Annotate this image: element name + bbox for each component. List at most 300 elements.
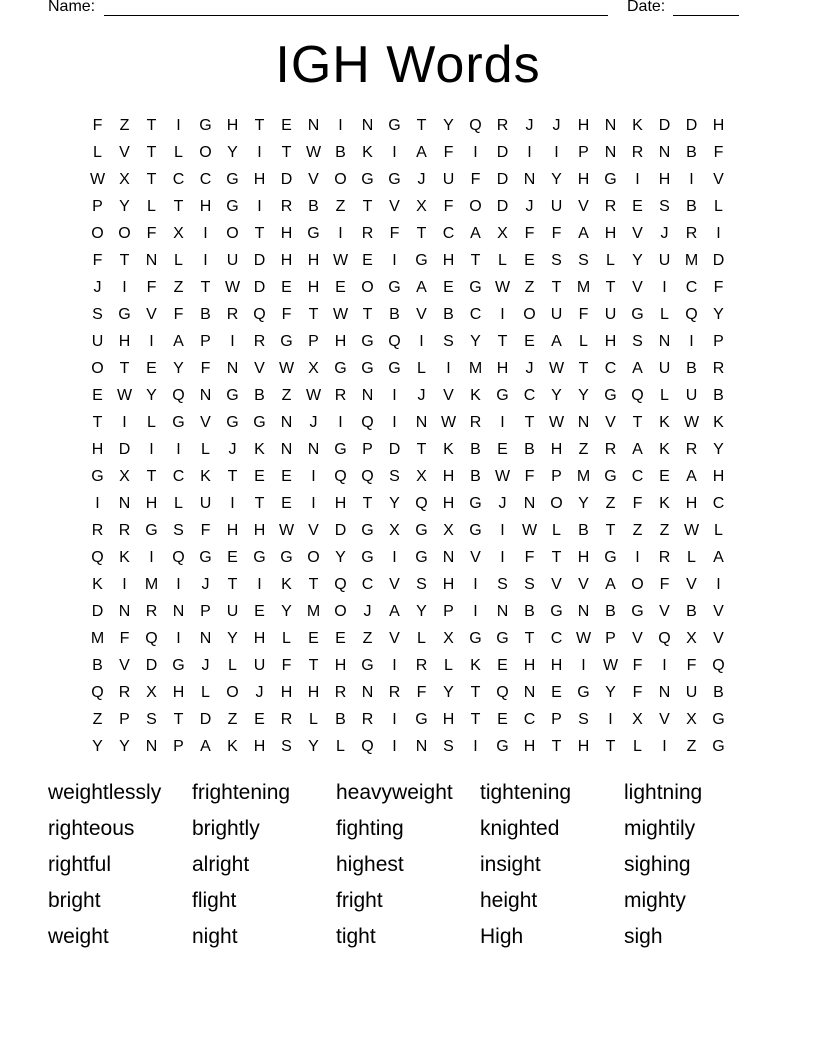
grid-letter[interactable]: D <box>496 144 509 161</box>
grid-letter[interactable]: F <box>119 630 130 647</box>
grid-letter[interactable]: I <box>662 657 667 674</box>
grid-letter[interactable]: L <box>606 252 615 269</box>
grid-letter[interactable]: D <box>496 198 509 215</box>
grid-letter[interactable]: Q <box>361 468 374 485</box>
grid-letter[interactable]: Y <box>173 360 184 377</box>
grid-letter[interactable]: L <box>174 144 183 161</box>
grid-letter[interactable]: Y <box>308 738 319 755</box>
grid-letter[interactable]: Y <box>470 333 481 350</box>
grid-letter[interactable]: N <box>523 684 536 701</box>
grid-letter[interactable]: P <box>308 333 319 350</box>
grid-letter[interactable]: H <box>577 549 590 566</box>
grid-letter[interactable]: O <box>307 549 320 566</box>
grid-letter[interactable]: H <box>442 495 455 512</box>
grid-letter[interactable]: E <box>281 279 292 296</box>
grid-letter[interactable]: I <box>176 441 181 458</box>
grid-letter[interactable]: R <box>253 333 266 350</box>
grid-letter[interactable]: H <box>658 171 671 188</box>
grid-letter[interactable]: X <box>686 630 697 647</box>
grid-letter[interactable]: W <box>575 630 592 647</box>
grid-letter[interactable]: F <box>443 198 454 215</box>
grid-letter[interactable]: T <box>227 468 238 485</box>
grid-letter[interactable]: T <box>227 576 238 593</box>
grid-letter[interactable]: H <box>199 198 212 215</box>
grid-letter[interactable]: G <box>496 630 509 647</box>
grid-letter[interactable]: B <box>389 306 400 323</box>
grid-letter[interactable]: T <box>146 144 157 161</box>
grid-letter[interactable]: O <box>550 495 563 512</box>
grid-letter[interactable]: H <box>334 333 347 350</box>
grid-letter[interactable]: Q <box>631 387 644 404</box>
grid-letter[interactable]: D <box>280 171 293 188</box>
grid-letter[interactable]: T <box>281 144 292 161</box>
grid-letter[interactable]: A <box>578 225 589 242</box>
grid-letter[interactable]: N <box>658 684 671 701</box>
grid-letter[interactable]: I <box>419 333 424 350</box>
grid-letter[interactable]: P <box>92 198 103 215</box>
grid-letter[interactable]: U <box>91 333 104 350</box>
grid-letter[interactable]: J <box>660 225 669 242</box>
grid-letter[interactable]: T <box>362 198 373 215</box>
grid-letter[interactable]: T <box>497 333 508 350</box>
grid-letter[interactable]: O <box>118 225 131 242</box>
grid-letter[interactable]: Z <box>605 495 616 512</box>
grid-letter[interactable]: V <box>200 414 211 431</box>
grid-letter[interactable]: W <box>494 279 511 296</box>
grid-letter[interactable]: Z <box>524 279 535 296</box>
grid-letter[interactable]: Y <box>281 603 292 620</box>
grid-letter[interactable]: F <box>389 225 400 242</box>
grid-letter[interactable]: T <box>362 495 373 512</box>
grid-letter[interactable]: D <box>496 171 509 188</box>
grid-letter[interactable]: T <box>416 117 427 134</box>
grid-letter[interactable]: Z <box>335 198 346 215</box>
grid-letter[interactable]: I <box>473 576 478 593</box>
grid-letter[interactable]: O <box>631 576 644 593</box>
grid-letter[interactable]: X <box>416 198 427 215</box>
grid-letter[interactable]: I <box>338 117 343 134</box>
grid-letter[interactable]: X <box>416 468 427 485</box>
grid-letter[interactable]: L <box>147 414 156 431</box>
grid-letter[interactable]: L <box>147 198 156 215</box>
grid-letter[interactable]: R <box>361 711 374 728</box>
grid-letter[interactable]: N <box>361 387 374 404</box>
grid-letter[interactable]: I <box>662 738 667 755</box>
grid-letter[interactable]: F <box>713 144 724 161</box>
grid-letter[interactable]: Y <box>119 738 130 755</box>
grid-letter[interactable]: V <box>146 306 157 323</box>
grid-letter[interactable]: U <box>226 603 239 620</box>
grid-letter[interactable]: I <box>176 576 181 593</box>
grid-letter[interactable]: F <box>632 657 643 674</box>
grid-letter[interactable]: I <box>311 468 316 485</box>
grid-letter[interactable]: T <box>308 306 319 323</box>
grid-letter[interactable]: K <box>443 441 454 458</box>
grid-letter[interactable]: Z <box>632 522 643 539</box>
grid-letter[interactable]: A <box>632 360 643 377</box>
grid-letter[interactable]: W <box>224 279 241 296</box>
grid-letter[interactable]: R <box>361 225 374 242</box>
grid-letter[interactable]: P <box>119 711 130 728</box>
grid-letter[interactable]: W <box>548 414 565 431</box>
grid-letter[interactable]: I <box>635 549 640 566</box>
grid-letter[interactable]: G <box>631 306 644 323</box>
grid-letter[interactable]: Y <box>389 495 400 512</box>
grid-letter[interactable]: G <box>145 522 158 539</box>
grid-letter[interactable]: F <box>416 684 427 701</box>
grid-letter[interactable]: I <box>311 495 316 512</box>
grid-letter[interactable]: I <box>230 495 235 512</box>
grid-letter[interactable]: W <box>89 171 106 188</box>
grid-letter[interactable]: R <box>604 198 617 215</box>
grid-letter[interactable]: T <box>578 360 589 377</box>
grid-letter[interactable]: H <box>442 576 455 593</box>
grid-letter[interactable]: T <box>92 414 103 431</box>
grid-letter[interactable]: D <box>199 711 212 728</box>
grid-letter[interactable]: N <box>145 252 158 269</box>
grid-letter[interactable]: O <box>226 225 239 242</box>
grid-letter[interactable]: F <box>146 225 157 242</box>
grid-letter[interactable]: V <box>713 630 724 647</box>
grid-letter[interactable]: H <box>523 738 536 755</box>
grid-letter[interactable]: H <box>118 333 131 350</box>
grid-letter[interactable]: L <box>93 144 102 161</box>
grid-letter[interactable]: B <box>254 387 265 404</box>
grid-letter[interactable]: G <box>712 711 725 728</box>
grid-letter[interactable]: L <box>444 657 453 674</box>
grid-letter[interactable]: L <box>687 549 696 566</box>
grid-letter[interactable]: G <box>361 549 374 566</box>
grid-letter[interactable]: S <box>146 711 157 728</box>
grid-letter[interactable]: S <box>578 252 589 269</box>
grid-letter[interactable]: I <box>95 495 100 512</box>
grid-letter[interactable]: Y <box>632 252 643 269</box>
grid-letter[interactable]: F <box>443 144 454 161</box>
grid-letter[interactable]: R <box>469 414 482 431</box>
grid-letter[interactable]: S <box>551 252 562 269</box>
grid-letter[interactable]: G <box>253 414 266 431</box>
grid-letter[interactable]: K <box>659 495 670 512</box>
grid-letter[interactable]: G <box>91 468 104 485</box>
grid-letter[interactable]: U <box>253 657 266 674</box>
grid-letter[interactable]: I <box>689 171 694 188</box>
grid-letter[interactable]: I <box>203 225 208 242</box>
grid-letter[interactable]: L <box>282 630 291 647</box>
grid-letter[interactable]: X <box>389 522 400 539</box>
grid-letter[interactable]: L <box>228 657 237 674</box>
grid-letter[interactable]: H <box>280 684 293 701</box>
grid-letter[interactable]: F <box>551 225 562 242</box>
grid-letter[interactable]: T <box>551 738 562 755</box>
grid-letter[interactable]: F <box>281 657 292 674</box>
grid-letter[interactable]: I <box>176 630 181 647</box>
grid-letter[interactable]: G <box>469 495 482 512</box>
grid-letter[interactable]: V <box>119 657 130 674</box>
grid-letter[interactable]: K <box>227 738 238 755</box>
grid-letter[interactable]: G <box>496 387 509 404</box>
grid-letter[interactable]: H <box>442 468 455 485</box>
grid-letter[interactable]: I <box>635 171 640 188</box>
grid-letter[interactable]: G <box>712 738 725 755</box>
grid-letter[interactable]: L <box>633 738 642 755</box>
grid-letter[interactable]: H <box>307 279 320 296</box>
grid-letter[interactable]: K <box>659 441 670 458</box>
grid-letter[interactable]: L <box>579 333 588 350</box>
grid-letter[interactable]: T <box>362 306 373 323</box>
grid-letter[interactable]: N <box>415 738 428 755</box>
grid-letter[interactable]: H <box>253 738 266 755</box>
grid-letter[interactable]: N <box>226 360 239 377</box>
grid-letter[interactable]: U <box>442 171 455 188</box>
grid-letter[interactable]: X <box>119 171 130 188</box>
grid-letter[interactable]: W <box>548 360 565 377</box>
grid-letter[interactable]: G <box>604 387 617 404</box>
grid-letter[interactable]: I <box>392 549 397 566</box>
grid-letter[interactable]: I <box>662 279 667 296</box>
grid-letter[interactable]: G <box>226 171 239 188</box>
grid-letter[interactable]: L <box>174 252 183 269</box>
grid-letter[interactable]: A <box>470 225 481 242</box>
grid-letter[interactable]: E <box>335 630 346 647</box>
grid-letter[interactable]: L <box>552 522 561 539</box>
grid-letter[interactable]: R <box>685 441 698 458</box>
grid-letter[interactable]: H <box>253 522 266 539</box>
grid-letter[interactable]: C <box>523 711 536 728</box>
grid-letter[interactable]: E <box>227 549 238 566</box>
grid-letter[interactable]: F <box>632 684 643 701</box>
grid-letter[interactable]: G <box>226 198 239 215</box>
grid-letter[interactable]: G <box>118 306 131 323</box>
grid-letter[interactable]: I <box>500 306 505 323</box>
grid-letter[interactable]: H <box>226 522 239 539</box>
grid-letter[interactable]: H <box>442 711 455 728</box>
grid-letter[interactable]: B <box>524 603 535 620</box>
grid-letter[interactable]: N <box>199 387 212 404</box>
grid-letter[interactable]: M <box>306 603 321 620</box>
grid-letter[interactable]: Q <box>415 495 428 512</box>
grid-letter[interactable]: I <box>122 576 127 593</box>
grid-letter[interactable]: B <box>605 603 616 620</box>
grid-letter[interactable]: V <box>389 198 400 215</box>
grid-letter[interactable]: C <box>523 387 536 404</box>
grid-letter[interactable]: I <box>176 117 181 134</box>
grid-letter[interactable]: Q <box>253 306 266 323</box>
grid-letter[interactable]: R <box>631 144 644 161</box>
grid-letter[interactable]: W <box>683 522 700 539</box>
grid-letter[interactable]: I <box>500 549 505 566</box>
grid-letter[interactable]: T <box>119 252 130 269</box>
grid-letter[interactable]: A <box>416 279 427 296</box>
grid-letter[interactable]: K <box>92 576 103 593</box>
grid-letter[interactable]: T <box>254 225 265 242</box>
grid-letter[interactable]: U <box>550 306 563 323</box>
grid-letter[interactable]: X <box>443 630 454 647</box>
grid-letter[interactable]: G <box>280 333 293 350</box>
grid-letter[interactable]: F <box>200 522 211 539</box>
grid-letter[interactable]: I <box>716 576 721 593</box>
grid-letter[interactable]: O <box>334 603 347 620</box>
grid-letter[interactable]: I <box>500 522 505 539</box>
grid-letter[interactable]: I <box>392 738 397 755</box>
grid-letter[interactable]: N <box>172 603 185 620</box>
grid-letter[interactable]: J <box>525 117 534 134</box>
grid-letter[interactable]: U <box>685 387 698 404</box>
grid-letter[interactable]: K <box>200 468 211 485</box>
grid-letter[interactable]: C <box>469 306 482 323</box>
grid-letter[interactable]: P <box>200 603 211 620</box>
grid-letter[interactable]: I <box>689 333 694 350</box>
grid-letter[interactable]: K <box>362 144 373 161</box>
grid-letter[interactable]: Z <box>578 441 589 458</box>
grid-letter[interactable]: Z <box>227 711 238 728</box>
grid-letter[interactable]: T <box>416 225 427 242</box>
grid-letter[interactable]: I <box>338 225 343 242</box>
grid-letter[interactable]: T <box>173 198 184 215</box>
grid-letter[interactable]: F <box>92 252 103 269</box>
grid-letter[interactable]: Y <box>443 117 454 134</box>
grid-letter[interactable]: V <box>578 198 589 215</box>
grid-letter[interactable]: G <box>604 549 617 566</box>
grid-letter[interactable]: V <box>632 225 643 242</box>
grid-letter[interactable]: F <box>524 549 535 566</box>
grid-letter[interactable]: Q <box>658 630 671 647</box>
grid-letter[interactable]: U <box>199 495 212 512</box>
grid-letter[interactable]: L <box>417 630 426 647</box>
grid-letter[interactable]: G <box>388 171 401 188</box>
grid-letter[interactable]: S <box>92 306 103 323</box>
grid-letter[interactable]: O <box>469 198 482 215</box>
grid-letter[interactable]: V <box>551 576 562 593</box>
grid-letter[interactable]: F <box>524 225 535 242</box>
grid-letter[interactable]: N <box>280 414 293 431</box>
grid-letter[interactable]: K <box>119 549 130 566</box>
grid-letter[interactable]: G <box>253 549 266 566</box>
grid-letter[interactable]: I <box>500 414 505 431</box>
grid-letter[interactable]: H <box>307 684 320 701</box>
grid-letter[interactable]: P <box>173 738 184 755</box>
grid-letter[interactable]: E <box>92 387 103 404</box>
grid-letter[interactable]: R <box>388 684 401 701</box>
grid-letter[interactable]: Q <box>334 468 347 485</box>
grid-letter[interactable]: O <box>334 171 347 188</box>
grid-letter[interactable]: Z <box>281 387 292 404</box>
grid-letter[interactable]: A <box>551 333 562 350</box>
grid-letter[interactable]: Z <box>362 630 373 647</box>
grid-letter[interactable]: A <box>605 576 616 593</box>
grid-letter[interactable]: I <box>338 414 343 431</box>
grid-letter[interactable]: Y <box>227 630 238 647</box>
grid-letter[interactable]: V <box>686 576 697 593</box>
grid-letter[interactable]: C <box>712 495 725 512</box>
grid-letter[interactable]: Y <box>119 198 130 215</box>
grid-letter[interactable]: E <box>524 333 535 350</box>
grid-letter[interactable]: H <box>577 117 590 134</box>
grid-letter[interactable]: J <box>498 495 507 512</box>
grid-letter[interactable]: Q <box>91 684 104 701</box>
grid-letter[interactable]: J <box>417 387 426 404</box>
grid-letter[interactable]: H <box>577 171 590 188</box>
grid-letter[interactable]: L <box>174 495 183 512</box>
grid-letter[interactable]: R <box>604 441 617 458</box>
grid-letter[interactable]: I <box>473 603 478 620</box>
grid-letter[interactable]: A <box>713 549 724 566</box>
grid-letter[interactable]: O <box>199 144 212 161</box>
grid-letter[interactable]: B <box>92 657 103 674</box>
grid-letter[interactable]: H <box>577 738 590 755</box>
grid-letter[interactable]: T <box>254 495 265 512</box>
grid-letter[interactable]: H <box>712 468 725 485</box>
grid-letter[interactable]: R <box>280 198 293 215</box>
grid-letter[interactable]: G <box>361 333 374 350</box>
grid-letter[interactable]: B <box>443 306 454 323</box>
grid-letter[interactable]: V <box>659 711 670 728</box>
grid-letter[interactable]: I <box>527 144 532 161</box>
grid-letter[interactable]: Z <box>173 279 184 296</box>
grid-letter[interactable]: K <box>281 576 292 593</box>
grid-letter[interactable]: M <box>468 360 483 377</box>
grid-letter[interactable]: W <box>278 360 295 377</box>
grid-letter[interactable]: H <box>145 495 158 512</box>
grid-letter[interactable]: S <box>173 522 184 539</box>
grid-letter[interactable]: P <box>605 630 616 647</box>
grid-letter[interactable]: T <box>605 279 616 296</box>
grid-letter[interactable]: U <box>550 198 563 215</box>
grid-letter[interactable]: P <box>200 333 211 350</box>
grid-letter[interactable]: G <box>415 711 428 728</box>
grid-letter[interactable]: G <box>415 252 428 269</box>
grid-letter[interactable]: S <box>389 468 400 485</box>
grid-letter[interactable]: V <box>254 360 265 377</box>
grid-letter[interactable]: V <box>713 603 724 620</box>
grid-letter[interactable]: I <box>581 657 586 674</box>
grid-letter[interactable]: F <box>92 117 103 134</box>
grid-letter[interactable]: Q <box>145 630 158 647</box>
grid-letter[interactable]: Z <box>659 522 670 539</box>
grid-letter[interactable]: A <box>416 144 427 161</box>
grid-letter[interactable]: I <box>473 144 478 161</box>
grid-letter[interactable]: H <box>496 360 509 377</box>
grid-letter[interactable]: W <box>116 387 133 404</box>
grid-letter[interactable]: E <box>551 684 562 701</box>
grid-letter[interactable]: K <box>713 414 724 431</box>
grid-letter[interactable]: R <box>145 603 158 620</box>
grid-letter[interactable]: C <box>550 630 563 647</box>
grid-letter[interactable]: W <box>440 414 457 431</box>
grid-letter[interactable]: W <box>602 657 619 674</box>
grid-letter[interactable]: K <box>470 387 481 404</box>
grid-letter[interactable]: E <box>308 630 319 647</box>
grid-letter[interactable]: S <box>632 333 643 350</box>
grid-letter[interactable]: S <box>659 198 670 215</box>
grid-letter[interactable]: B <box>200 306 211 323</box>
grid-letter[interactable]: X <box>443 522 454 539</box>
grid-letter[interactable]: B <box>686 603 697 620</box>
grid-letter[interactable]: G <box>604 468 617 485</box>
grid-letter[interactable]: C <box>172 468 185 485</box>
grid-letter[interactable]: F <box>632 495 643 512</box>
grid-letter[interactable]: E <box>254 603 265 620</box>
grid-letter[interactable]: M <box>576 468 591 485</box>
grid-letter[interactable]: T <box>146 171 157 188</box>
grid-letter[interactable]: H <box>307 252 320 269</box>
grid-letter[interactable]: N <box>658 333 671 350</box>
grid-letter[interactable]: S <box>443 738 454 755</box>
grid-letter[interactable]: B <box>524 441 535 458</box>
grid-letter[interactable]: B <box>713 387 724 404</box>
grid-letter[interactable]: J <box>309 414 318 431</box>
grid-letter[interactable]: V <box>308 522 319 539</box>
grid-letter[interactable]: R <box>685 225 698 242</box>
